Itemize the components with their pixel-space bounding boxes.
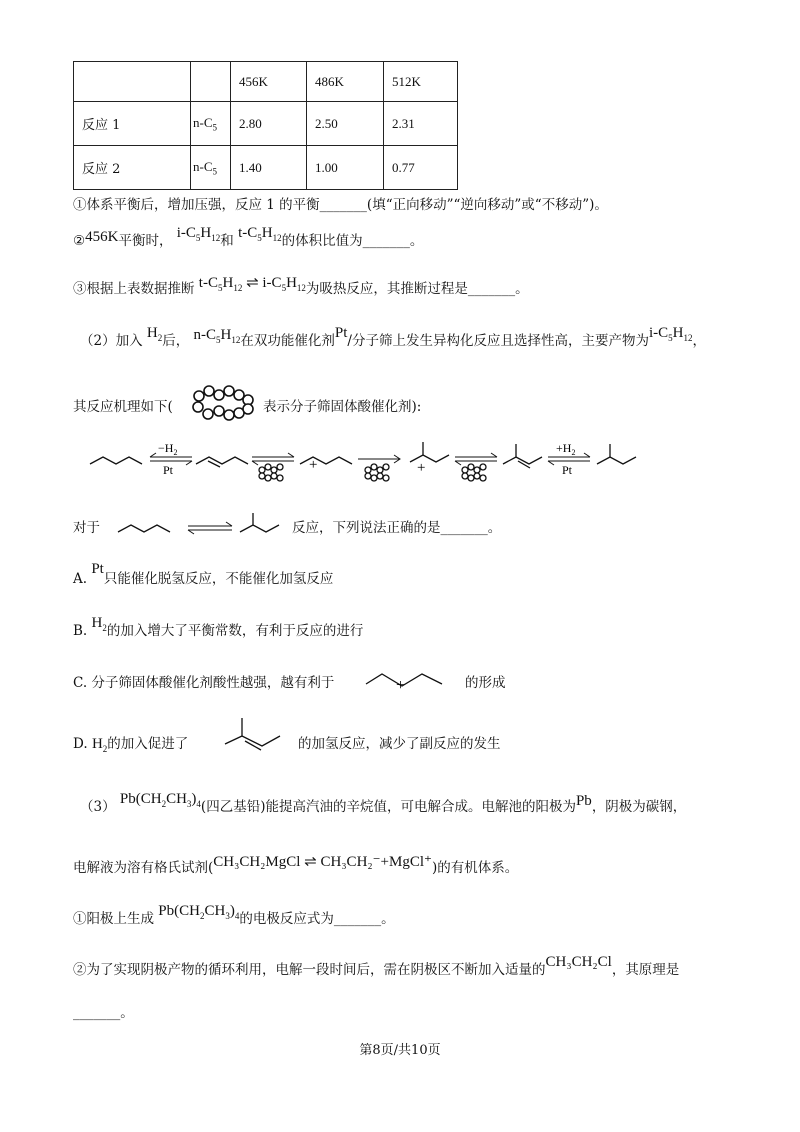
option-c-suffix: 的形成 <box>465 675 506 691</box>
row-label: 反应 1 <box>74 102 191 146</box>
q1-item1: ①体系平衡后，增加压强，反应 1 的平衡_______(填“正向移动”“逆向移动”或“不移动”)。 <box>73 197 608 213</box>
option-a[interactable]: A. Pt只能催化脱氢反应，不能催化加氢反应 <box>73 561 334 587</box>
table-header-cell: 512K <box>384 62 458 102</box>
table-cell: 2.50 <box>307 102 384 146</box>
q1-item3: ③根据上表数据推断 $t-C_5H_{12}$ ⇌ $i-C_5H_{12}$为吸热反应，其推断过程是_______。 <box>73 275 529 297</box>
arrow2-bottom-label: Pt <box>562 463 573 477</box>
question-reaction-scheme <box>112 512 292 542</box>
cation-charge: + <box>309 457 318 473</box>
row-sub: $n-C_5$ <box>191 146 231 190</box>
table-header-row <box>74 62 458 102</box>
q2-mechanism-intro: 其反应机理如下( <box>73 399 173 415</box>
q2-mechanism-note: 表示分子筛固体酸催化剂): <box>263 399 422 415</box>
isopentane-molecule <box>597 457 636 464</box>
option-d-alkene-molecule <box>220 714 300 754</box>
arrow2-top-label: $+H_2$ <box>556 441 576 457</box>
cation-charge: + <box>417 460 426 476</box>
table-cell: 0.77 <box>384 146 458 190</box>
table-cell: 2.31 <box>384 102 458 146</box>
option-d[interactable]: D. $H_2$的加入促进了 <box>73 736 189 754</box>
arrow1-bottom-label: Pt <box>163 463 174 477</box>
table-row <box>74 102 458 146</box>
q3-item2-blank: _______。 <box>73 1005 134 1021</box>
isopentyl-cation-molecule <box>410 455 449 462</box>
table-header-cell <box>191 62 231 102</box>
reaction-mechanism-scheme <box>0 436 800 496</box>
row-label: 反应 2 <box>74 146 191 190</box>
zeolite-icon <box>259 464 283 481</box>
pentene-molecule <box>196 457 248 464</box>
q3-line1: （3） $Pb(CH_2CH_3)_4$(四乙基铅)能提高汽油的辛烷值，可电解合成。电解池的阳极为Pb，阴极为碳钢， <box>80 791 687 815</box>
option-c-cation-molecule <box>364 664 454 694</box>
table-cell: 2.80 <box>231 102 307 146</box>
zeolite-catalyst-icon <box>191 386 255 422</box>
option-c[interactable]: C. 分子筛固体酸催化剂酸性越强，越有利于 <box>73 675 335 691</box>
option-b[interactable]: B. $H_2$的加入增大了平衡常数，有利于反应的进行 <box>73 615 364 639</box>
page-number: 第8页/共10页 <box>359 1043 441 1058</box>
equilibrium-table <box>73 61 458 190</box>
zeolite-icon <box>365 464 389 481</box>
table-cell: 1.00 <box>307 146 384 190</box>
option-d-suffix: 的加氢反应，减少了副反应的发生 <box>298 736 501 752</box>
row-sub: $n-C_5$ <box>191 102 231 146</box>
q2-question-suffix: 反应，下列说法正确的是_______。 <box>292 520 502 536</box>
q3-item2: ②为了实现阴极产物的循环利用，电解一段时间后，需在阴极区不断加入适量的CH₃CH₂Cl，其原理是 <box>73 954 680 978</box>
q2-intro: （2）加入 $H_2$后， $n-C_5H_{12}$在双功能催化剂Pt/分子筛上发生异构化反应且选择性高，主要产物为$i-C_5H_{12}$， <box>80 325 706 349</box>
table-header-cell: 456K <box>231 62 307 102</box>
table-header-cell: 486K <box>307 62 384 102</box>
q3-line2: 电解液为溶有格氏试剂(CH₃CH₂MgCl ⇌ CH₃CH₂⁻+MgCl⁺)的有机体系。 <box>73 854 519 876</box>
table-header-cell <box>74 62 191 102</box>
svg-text:+: + <box>396 677 406 694</box>
arrow1-top-label: $-H_2$ <box>158 441 178 457</box>
q2-question-prefix: 对于 <box>73 520 100 536</box>
zeolite-icon <box>462 464 486 481</box>
q1-item2: ②456K平衡时， $i-C_5H_{12}$和 $t-C_5H_{12}$的体积比值为_______。 <box>73 225 424 249</box>
table-row <box>74 146 458 190</box>
table-cell: 1.40 <box>231 146 307 190</box>
n-pentane-molecule <box>90 457 142 464</box>
q3-item1: ①阳极上生成 $Pb(CH_2CH_3)_4$的电极反应式为_______。 <box>73 903 395 927</box>
pentyl-cation-molecule <box>300 457 352 464</box>
